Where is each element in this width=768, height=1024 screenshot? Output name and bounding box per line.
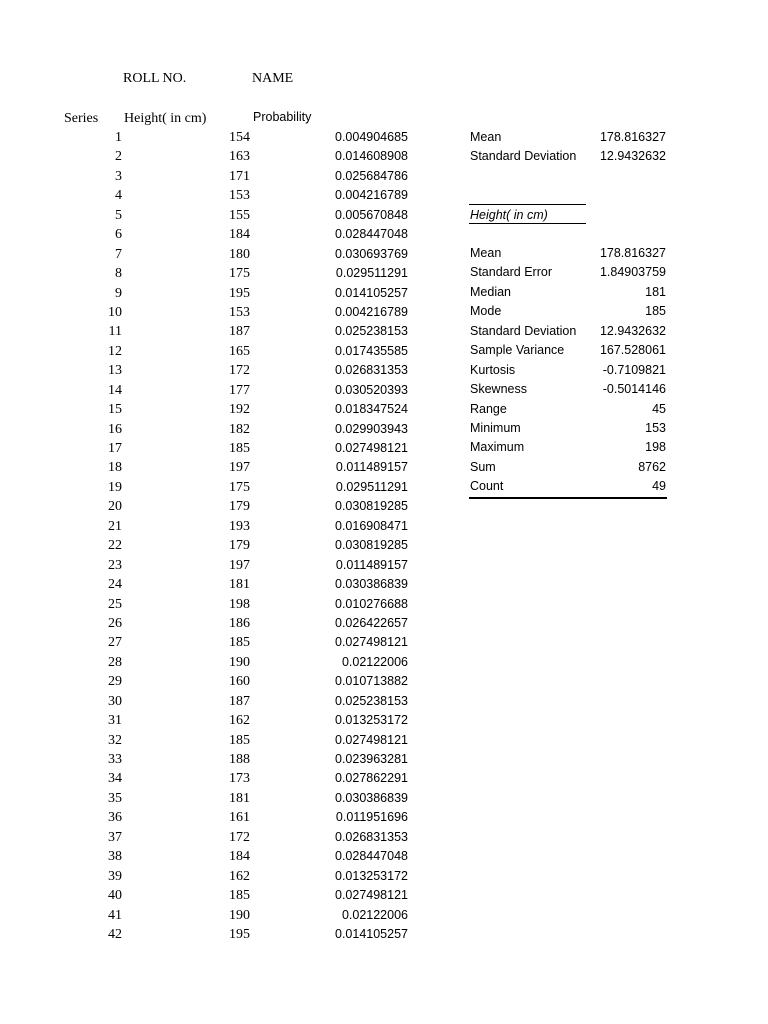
height-cell: 187: [229, 324, 250, 340]
probability-cell: 0.025238153: [335, 693, 408, 708]
height-cell: 172: [229, 363, 250, 379]
stat-label: Standard Deviation: [470, 149, 577, 164]
series-cell: 11: [108, 324, 122, 340]
stat-label: Sample Variance: [470, 343, 565, 358]
column-header-series: Series: [64, 111, 99, 126]
probability-cell: 0.026422657: [335, 615, 408, 630]
probability-cell: 0.025684786: [335, 168, 408, 183]
table-row: [0, 186, 440, 205]
series-cell: 6: [115, 227, 122, 243]
series-cell: 35: [108, 790, 122, 806]
height-cell: 153: [229, 188, 250, 204]
probability-cell: 0.004216789: [335, 188, 408, 203]
series-cell: 18: [108, 460, 122, 476]
height-cell: 192: [229, 402, 250, 418]
height-cell: 154: [229, 130, 250, 145]
stat-label: Standard Deviation: [470, 323, 577, 338]
table-row: [0, 886, 440, 905]
series-cell: 16: [108, 421, 122, 437]
height-cell: 175: [229, 479, 250, 495]
summary-table: [469, 128, 667, 167]
height-cell: 171: [229, 168, 250, 184]
column-header-probability: Probability: [253, 110, 312, 124]
probability-cell: 0.004904685: [335, 130, 408, 144]
stat-value: -0.5014146: [602, 382, 666, 397]
table-row: [0, 206, 440, 225]
probability-cell: 0.017435585: [335, 343, 408, 358]
series-cell: 33: [108, 752, 122, 767]
probability-cell: 0.010713882: [335, 674, 408, 689]
stat-row: [469, 263, 667, 282]
probability-cell: 0.027498121: [335, 732, 408, 747]
table-row: [0, 497, 440, 516]
probability-cell: 0.010276688: [335, 596, 408, 611]
probability-cell: 0.016908471: [335, 518, 408, 533]
probability-cell: 0.011489157: [335, 460, 408, 475]
series-cell: 38: [108, 849, 122, 865]
probability-cell: 0.030520393: [335, 382, 408, 397]
stat-value: 12.9432632: [599, 323, 666, 338]
height-cell: 160: [229, 674, 250, 690]
probability-cell: 0.030386839: [335, 577, 408, 592]
probability-cell: 0.026831353: [335, 829, 408, 844]
height-cell: 162: [229, 868, 250, 884]
height-cell: 184: [229, 227, 250, 243]
series-cell: 19: [108, 479, 122, 495]
probability-cell: 0.004216789: [335, 304, 408, 319]
probability-cell: 0.025238153: [335, 324, 408, 339]
series-cell: 39: [108, 868, 122, 884]
table-row: [0, 284, 440, 303]
stat-value: 153: [645, 420, 666, 435]
stat-value: 167.528061: [599, 343, 666, 358]
descriptive-stats-header: Height( in cm): [469, 204, 586, 224]
stat-label: Mean: [470, 130, 502, 144]
series-cell: 36: [108, 810, 122, 826]
height-cell: 195: [229, 926, 250, 942]
table-row: [0, 575, 440, 594]
probability-cell: 0.029511291: [335, 266, 408, 281]
probability-cell: 0.027498121: [335, 441, 408, 455]
table-row: [0, 711, 440, 730]
probability-cell: 0.027498121: [335, 635, 408, 650]
stat-value: 181: [645, 284, 666, 299]
series-cell: 37: [108, 829, 122, 845]
stat-row: [469, 438, 667, 457]
height-cell: 155: [229, 207, 250, 223]
probability-cell: 0.030819285: [335, 538, 408, 553]
probability-cell: 0.027862291: [335, 771, 408, 786]
stat-value: 49: [652, 479, 666, 494]
series-cell: 25: [108, 596, 122, 612]
stat-row: [469, 419, 667, 438]
table-row: [0, 731, 440, 750]
table-row: [0, 614, 440, 633]
probability-cell: 0.014608908: [335, 149, 408, 164]
table-row: [0, 653, 440, 672]
table-row: [0, 245, 440, 264]
probability-cell: 0.029511291: [335, 479, 408, 494]
series-cell: 10: [108, 304, 122, 320]
height-cell: 165: [229, 343, 250, 359]
series-cell: 5: [115, 207, 122, 223]
series-cell: 22: [108, 538, 122, 554]
series-cell: 20: [108, 499, 122, 515]
table-row: [0, 828, 440, 847]
stat-row: [469, 458, 667, 477]
series-cell: 32: [108, 732, 122, 748]
stat-label: Median: [470, 284, 511, 299]
stat-row: [469, 380, 667, 399]
stat-row: [469, 147, 667, 166]
stat-row: [469, 361, 667, 380]
stat-label: Minimum: [470, 420, 521, 435]
table-row: [0, 167, 440, 186]
stat-label: Maximum: [470, 440, 525, 455]
height-cell: 186: [229, 615, 250, 631]
table-row: [0, 808, 440, 827]
series-cell: 21: [108, 518, 122, 534]
series-cell: 30: [108, 693, 122, 709]
series-cell: 12: [108, 343, 122, 359]
series-cell: 17: [108, 441, 122, 456]
probability-cell: 0.02122006: [341, 907, 408, 922]
series-cell: 4: [115, 188, 122, 204]
probability-cell: 0.030386839: [335, 790, 408, 805]
height-cell: 179: [229, 499, 250, 515]
height-cell: 190: [229, 907, 250, 923]
height-cell: 173: [229, 771, 250, 787]
stat-label: Count: [470, 479, 504, 494]
probability-cell: 0.023963281: [335, 752, 408, 766]
series-cell: 9: [115, 285, 122, 301]
stat-value: 12.9432632: [599, 149, 666, 164]
table-row: [0, 439, 440, 458]
height-cell: 162: [229, 713, 250, 729]
table-row: [0, 789, 440, 808]
probability-cell: 0.005670848: [335, 207, 408, 222]
series-cell: 34: [108, 771, 122, 787]
series-cell: 28: [108, 654, 122, 670]
table-row: [0, 225, 440, 244]
table-row: [0, 847, 440, 866]
column-header-height: Height( in cm): [124, 111, 207, 126]
series-cell: 8: [115, 266, 122, 282]
table-row: [0, 128, 440, 147]
height-cell: 172: [229, 829, 250, 845]
height-cell: 179: [229, 538, 250, 554]
probability-cell: 0.030819285: [335, 499, 408, 514]
series-cell: 13: [108, 363, 122, 379]
stat-value: 45: [652, 401, 666, 416]
series-cell: 7: [115, 246, 122, 262]
table-row: [0, 750, 440, 769]
stat-row: [469, 283, 667, 302]
probability-cell: 0.027498121: [335, 888, 408, 903]
series-cell: 1: [115, 130, 122, 145]
stat-label: Range: [470, 401, 507, 416]
stat-label: Standard Error: [470, 265, 552, 280]
height-cell: 177: [229, 382, 250, 398]
probability-cell: 0.026831353: [335, 363, 408, 378]
height-cell: 182: [229, 421, 250, 437]
sheet-header-roll-no: ROLL NO.: [123, 71, 187, 86]
probability-cell: 0.030693769: [335, 246, 408, 261]
height-cell: 197: [229, 557, 250, 573]
probability-cell: 0.013253172: [335, 713, 408, 728]
table-row: [0, 264, 440, 283]
height-cell: 198: [229, 596, 250, 612]
stat-row: [469, 244, 667, 263]
series-cell: 41: [108, 907, 122, 923]
descriptive-stats-table: [469, 244, 667, 499]
stat-row: [469, 400, 667, 419]
series-cell: 42: [108, 926, 122, 942]
stat-label: Mean: [470, 246, 502, 260]
height-cell: 184: [229, 849, 250, 865]
table-row: [0, 420, 440, 439]
probability-cell: 0.011489157: [335, 557, 408, 572]
stat-row: [469, 128, 667, 147]
table-row: [0, 925, 440, 944]
stat-label: Kurtosis: [470, 362, 516, 377]
table-row: [0, 400, 440, 419]
height-cell: 185: [229, 888, 250, 904]
probability-cell: 0.02122006: [341, 654, 408, 669]
height-cell: 190: [229, 654, 250, 670]
stat-row: [469, 477, 667, 496]
table-row: [0, 342, 440, 361]
series-cell: 27: [108, 635, 122, 651]
table-row: [0, 381, 440, 400]
probability-cell: 0.029903943: [335, 421, 408, 436]
stat-value: 8762: [638, 459, 666, 474]
stat-label: Mode: [470, 304, 502, 319]
stat-row: [469, 322, 667, 341]
data-table: [0, 128, 440, 944]
series-cell: 14: [108, 382, 122, 398]
stat-value: -0.7109821: [602, 362, 666, 377]
table-row: [0, 867, 440, 886]
stat-label: Sum: [470, 459, 496, 474]
height-cell: 185: [229, 732, 250, 748]
table-row: [0, 458, 440, 477]
series-cell: 31: [108, 713, 122, 729]
series-cell: 29: [108, 674, 122, 690]
stat-row: [469, 341, 667, 360]
stat-label: Skewness: [470, 382, 527, 397]
table-row: [0, 595, 440, 614]
height-cell: 180: [229, 246, 250, 262]
table-row: [0, 147, 440, 166]
height-cell: 153: [229, 304, 250, 320]
probability-cell: 0.028447048: [335, 227, 408, 242]
height-cell: 188: [229, 752, 250, 767]
height-cell: 195: [229, 285, 250, 301]
stat-value: 198: [645, 440, 666, 455]
stat-value: 178.816327: [599, 130, 666, 144]
height-cell: 185: [229, 635, 250, 651]
probability-cell: 0.018347524: [335, 402, 408, 417]
stat-value: 185: [645, 304, 666, 319]
series-cell: 23: [108, 557, 122, 573]
stat-value: 178.816327: [599, 246, 666, 260]
series-cell: 3: [115, 168, 122, 184]
table-row: [0, 556, 440, 575]
height-cell: 185: [229, 441, 250, 456]
stat-value: 1.84903759: [599, 265, 666, 280]
probability-cell: 0.028447048: [335, 849, 408, 864]
table-row: [0, 361, 440, 380]
table-row: [0, 692, 440, 711]
height-cell: 197: [229, 460, 250, 476]
height-cell: 187: [229, 693, 250, 709]
probability-cell: 0.014105257: [335, 285, 408, 300]
sheet-header-name: NAME: [252, 71, 294, 86]
height-cell: 175: [229, 266, 250, 282]
series-cell: 15: [108, 402, 122, 418]
table-row: [0, 536, 440, 555]
table-row: [0, 672, 440, 691]
table-row: [0, 478, 440, 497]
series-cell: 26: [108, 615, 122, 631]
table-row: [0, 633, 440, 652]
table-row: [0, 303, 440, 322]
height-cell: 163: [229, 149, 250, 165]
probability-cell: 0.014105257: [335, 926, 408, 941]
table-row: [0, 906, 440, 925]
table-row: [0, 517, 440, 536]
height-cell: 181: [229, 790, 250, 806]
series-cell: 24: [108, 577, 122, 593]
table-row: [0, 769, 440, 788]
series-cell: 40: [108, 888, 122, 904]
probability-cell: 0.011951696: [335, 810, 408, 825]
height-cell: 193: [229, 518, 250, 534]
stat-row: [469, 302, 667, 321]
series-cell: 2: [115, 149, 122, 165]
height-cell: 181: [229, 577, 250, 593]
table-row: [0, 322, 440, 341]
probability-cell: 0.013253172: [335, 868, 408, 883]
height-cell: 161: [229, 810, 250, 826]
